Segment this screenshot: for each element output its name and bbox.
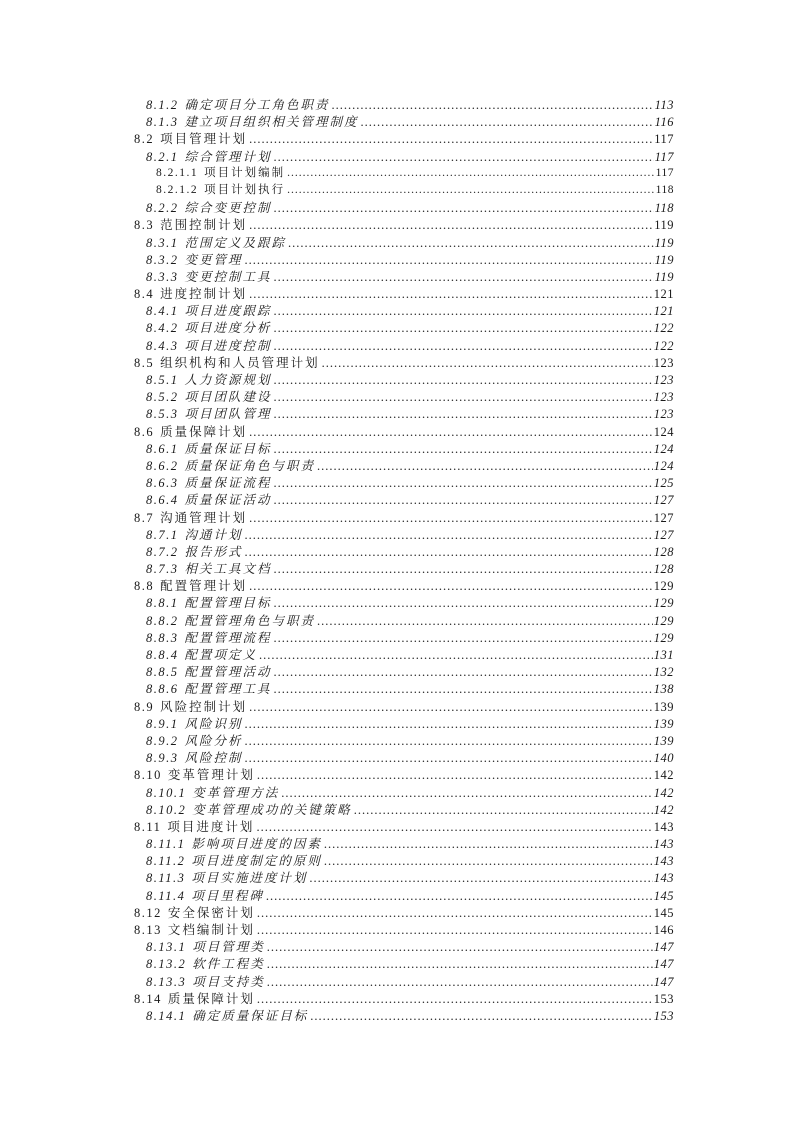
toc-entry[interactable] <box>134 233 674 250</box>
toc-entry[interactable] <box>134 697 674 714</box>
entry-page: 117 <box>655 166 674 179</box>
entry-page: 146 <box>653 923 674 937</box>
toc-entry[interactable] <box>134 576 674 593</box>
entry-title: 风险分析 <box>184 733 243 748</box>
toc-entry[interactable] <box>134 508 674 525</box>
dot-leader <box>274 682 653 697</box>
entry-title: 项目计划编制 <box>204 166 286 179</box>
toc-entry[interactable] <box>134 490 674 507</box>
toc-entry[interactable] <box>134 920 674 937</box>
dot-leader <box>274 596 653 611</box>
toc-entry[interactable] <box>134 181 674 198</box>
entry-page: 153 <box>653 1008 674 1023</box>
entry-title: 风险控制 <box>184 751 243 766</box>
toc-entry[interactable] <box>134 679 674 696</box>
dot-leader <box>259 648 653 663</box>
toc-entry[interactable] <box>134 817 674 834</box>
entry-number: 8.3.3 <box>146 269 179 284</box>
entry-page: 132 <box>653 665 674 680</box>
dot-leader <box>309 871 652 886</box>
toc-entry[interactable] <box>134 439 674 456</box>
entry-number: 8.13.2 <box>146 957 187 972</box>
entry-title: 变更管理 <box>184 252 243 267</box>
toc-entry[interactable] <box>134 972 674 989</box>
entry-title: 范围定义及跟踪 <box>184 235 287 250</box>
entry-title: 项目进度分析 <box>184 321 272 336</box>
entry-number: 8.7.1 <box>146 527 179 542</box>
entry-number: 8.4.2 <box>146 321 179 336</box>
dot-leader <box>267 940 653 955</box>
entry-page: 124 <box>653 424 674 439</box>
dot-leader <box>274 665 653 680</box>
entry-number: 8.4 <box>134 287 155 302</box>
entry-title: 质量保证目标 <box>184 441 272 456</box>
toc-entry[interactable] <box>134 903 674 920</box>
toc-entry[interactable] <box>134 937 674 954</box>
dot-leader <box>245 545 653 560</box>
entry-number: 8.10.1 <box>146 785 187 800</box>
entry-number: 8.7.2 <box>146 544 179 559</box>
entry-number: 8.8.4 <box>146 648 179 662</box>
entry-page: 123 <box>653 373 674 387</box>
entry-title: 项目团队管理 <box>184 407 272 422</box>
dot-leader <box>281 786 652 801</box>
entry-title: 确定质量保证目标 <box>192 1008 309 1023</box>
entry-title: 风险控制计划 <box>160 699 248 714</box>
toc-entry[interactable] <box>134 800 674 817</box>
entry-number: 8.7 <box>134 510 155 525</box>
entry-number: 8.6.4 <box>146 493 179 508</box>
dot-leader <box>257 923 653 938</box>
toc-entry[interactable] <box>134 353 674 370</box>
dot-leader <box>249 132 653 147</box>
entry-page: 119 <box>654 218 674 233</box>
dot-leader <box>274 321 653 336</box>
entry-page: 145 <box>653 888 674 903</box>
toc-entry[interactable] <box>134 748 674 765</box>
dot-leader <box>354 803 653 818</box>
entry-page: 124 <box>653 458 674 473</box>
toc-entry[interactable] <box>134 473 674 490</box>
dot-leader <box>361 115 654 130</box>
entry-page: 145 <box>653 905 674 920</box>
entry-number: 8.8.2 <box>146 613 179 628</box>
toc-entry[interactable] <box>134 662 674 679</box>
entry-number: 8.2.1.1 <box>156 166 199 179</box>
entry-title: 项目支持类 <box>192 974 265 989</box>
entry-title: 文档编制计划 <box>167 923 255 937</box>
entry-number: 8.2 <box>134 132 155 147</box>
entry-number: 8.8.1 <box>146 596 179 611</box>
toc-entry[interactable] <box>134 731 674 748</box>
entry-page: 119 <box>654 269 674 284</box>
dot-leader <box>256 820 652 835</box>
entry-page: 118 <box>654 201 674 216</box>
entry-number: 8.2.2 <box>146 201 179 216</box>
entry-number: 8.9.3 <box>146 751 179 766</box>
toc-entry[interactable] <box>134 645 674 662</box>
dot-leader <box>274 373 653 388</box>
entry-page: 139 <box>653 699 674 714</box>
entry-page: 117 <box>654 149 674 164</box>
dot-leader <box>288 236 654 251</box>
entry-number: 8.6.3 <box>146 476 179 491</box>
entry-title: 变革管理计划 <box>167 768 255 783</box>
entry-page: 127 <box>653 527 674 542</box>
toc-entry[interactable] <box>134 198 674 215</box>
entry-page: 147 <box>653 957 674 972</box>
toc-entry[interactable] <box>134 215 674 232</box>
entry-number: 8.11 <box>134 819 162 834</box>
entry-page: 147 <box>653 940 674 955</box>
entry-title: 沟通管理计划 <box>160 510 248 525</box>
entry-title: 报告形式 <box>184 544 243 559</box>
dot-leader <box>249 579 653 594</box>
toc-entry[interactable] <box>134 95 674 112</box>
entry-title: 相关工具文档 <box>184 562 272 577</box>
dot-leader <box>267 957 653 972</box>
entry-title: 变革管理方法 <box>192 785 280 800</box>
entry-page: 142 <box>653 785 674 800</box>
entry-title: 质量保障计划 <box>167 991 255 1006</box>
entry-number: 8.12 <box>134 905 162 920</box>
dot-leader <box>324 854 653 869</box>
toc-list <box>134 95 674 1023</box>
entry-page: 143 <box>653 837 674 852</box>
entry-title: 确定项目分工角色职责 <box>184 98 330 112</box>
entry-title: 项目管理计划 <box>160 132 248 147</box>
entry-number: 8.4.3 <box>146 338 179 353</box>
entry-title: 质量保证角色与职责 <box>184 458 316 473</box>
entry-title: 质量保障计划 <box>160 424 248 439</box>
entry-page: 127 <box>653 493 674 508</box>
dot-leader <box>245 734 653 749</box>
entry-page: 129 <box>653 579 674 594</box>
entry-number: 8.5.2 <box>146 390 179 405</box>
toc-entry[interactable] <box>134 559 674 576</box>
entry-page: 142 <box>653 802 674 817</box>
entry-number: 8.9.2 <box>146 733 179 748</box>
entry-title: 沟通计划 <box>184 527 243 542</box>
dot-leader <box>324 837 653 852</box>
toc-entry[interactable] <box>134 422 674 439</box>
entry-title: 项目进度控制 <box>184 338 272 353</box>
toc-entry[interactable] <box>134 834 674 851</box>
entry-number: 8.2.1 <box>146 149 179 164</box>
toc-entry[interactable] <box>134 868 674 885</box>
dot-leader <box>274 270 654 285</box>
entry-number: 8.9 <box>134 699 155 714</box>
entry-title: 配置管理工具 <box>184 682 272 697</box>
entry-number: 8.3.2 <box>146 252 179 267</box>
dot-leader <box>257 992 653 1007</box>
entry-number: 8.11.4 <box>146 888 186 903</box>
dot-leader <box>274 407 653 422</box>
entry-number: 8.14.1 <box>146 1008 187 1023</box>
entry-number: 8.10 <box>134 768 162 783</box>
entry-title: 配置管理角色与职责 <box>184 613 316 628</box>
entry-page: 131 <box>653 648 674 662</box>
entry-title: 安全保密计划 <box>167 905 255 920</box>
toc-entry[interactable] <box>134 954 674 971</box>
toc-entry[interactable] <box>134 628 674 645</box>
entry-page: 128 <box>653 544 674 559</box>
dot-leader <box>274 562 653 577</box>
dot-leader <box>274 390 653 405</box>
entry-number: 8.13 <box>134 923 162 937</box>
dot-leader <box>317 459 653 474</box>
dot-leader <box>274 476 653 491</box>
entry-title: 项目管理类 <box>192 940 265 955</box>
toc-entry[interactable] <box>134 301 674 318</box>
dot-leader <box>245 528 653 543</box>
entry-number: 8.6 <box>134 424 155 439</box>
entry-number: 8.7.3 <box>146 562 179 577</box>
entry-page: 121 <box>653 304 674 319</box>
entry-number: 8.8.5 <box>146 665 179 680</box>
toc-entry[interactable] <box>134 370 674 387</box>
entry-number: 8.3 <box>134 218 155 233</box>
dot-leader <box>274 304 653 319</box>
toc-entry[interactable] <box>134 1006 674 1023</box>
dot-leader <box>274 150 654 165</box>
toc-entry[interactable] <box>134 164 674 181</box>
dot-leader <box>249 287 653 302</box>
entry-page: 138 <box>653 682 674 697</box>
entry-number: 8.11.2 <box>146 854 186 869</box>
entry-title: 项目团队建设 <box>184 390 272 405</box>
entry-title: 项目计划执行 <box>204 183 286 196</box>
entry-number: 8.8 <box>134 579 155 594</box>
entry-page: 153 <box>653 991 674 1006</box>
entry-number: 8.13.3 <box>146 974 187 989</box>
dot-leader <box>274 442 653 457</box>
entry-page: 129 <box>653 596 674 611</box>
toc-entry[interactable] <box>134 147 674 164</box>
dot-leader <box>274 201 654 216</box>
entry-title: 配置管理活动 <box>184 665 272 680</box>
toc-entry[interactable] <box>134 714 674 731</box>
entry-title: 进度控制计划 <box>160 287 248 302</box>
entry-number: 8.1.2 <box>146 98 179 112</box>
dot-leader <box>322 356 653 371</box>
dot-leader <box>287 184 655 196</box>
entry-page: 117 <box>654 132 674 147</box>
entry-page: 129 <box>653 613 674 628</box>
dot-leader <box>245 751 653 766</box>
toc-entry[interactable] <box>134 525 674 542</box>
dot-leader <box>257 768 653 783</box>
dot-leader <box>317 614 653 629</box>
dot-leader <box>274 631 653 646</box>
entry-page: 125 <box>653 476 674 491</box>
toc-entry[interactable] <box>134 851 674 868</box>
toc-entry[interactable] <box>134 404 674 421</box>
entry-title: 综合变更控制 <box>184 201 272 216</box>
entry-title: 项目进度制定的原则 <box>191 854 322 869</box>
entry-page: 142 <box>653 768 674 783</box>
entry-page: 122 <box>653 338 674 353</box>
toc-entry[interactable] <box>134 250 674 267</box>
entry-page: 113 <box>654 98 674 112</box>
dot-leader <box>274 339 653 354</box>
entry-number: 8.10.2 <box>146 802 187 817</box>
entry-number: 8.5 <box>134 355 155 370</box>
entry-page: 140 <box>653 751 674 766</box>
entry-number: 8.6.2 <box>146 458 179 473</box>
entry-title: 项目进度计划 <box>167 819 255 834</box>
entry-number: 8.5.1 <box>146 373 179 387</box>
dot-leader <box>267 975 653 990</box>
dot-leader <box>332 98 654 113</box>
entry-page: 121 <box>653 287 674 302</box>
entry-title: 组织机构和人员管理计划 <box>160 355 320 370</box>
toc-entry[interactable] <box>134 387 674 404</box>
entry-title: 质量保证流程 <box>184 476 272 491</box>
entry-number: 8.8.6 <box>146 682 179 697</box>
entry-page: 147 <box>653 974 674 989</box>
entry-page: 119 <box>654 252 674 267</box>
dot-leader <box>274 493 653 508</box>
dot-leader <box>245 717 653 732</box>
entry-number: 8.2.1.2 <box>156 183 199 196</box>
dot-leader <box>249 511 653 526</box>
entry-title: 配置管理目标 <box>184 596 272 611</box>
dot-leader <box>257 906 653 921</box>
toc-entry[interactable] <box>134 318 674 335</box>
entry-title: 范围控制计划 <box>160 218 248 233</box>
entry-number: 8.4.1 <box>146 304 179 319</box>
toc-entry[interactable] <box>134 783 674 800</box>
entry-number: 8.13.1 <box>146 940 187 955</box>
toc-entry[interactable] <box>134 593 674 610</box>
entry-page: 127 <box>653 510 674 525</box>
entry-title: 项目里程碑 <box>191 888 264 903</box>
toc-entry[interactable] <box>134 284 674 301</box>
dot-leader <box>249 218 653 233</box>
entry-page: 123 <box>653 390 674 405</box>
toc-entry[interactable] <box>134 336 674 353</box>
dot-leader <box>266 889 653 904</box>
entry-number: 8.11.1 <box>146 837 186 852</box>
entry-page: 139 <box>653 716 674 731</box>
entry-number: 8.6.1 <box>146 441 179 456</box>
entry-page: 123 <box>653 355 674 370</box>
entry-title: 建立项目组织相关管理制度 <box>184 115 359 130</box>
toc-entry[interactable] <box>134 542 674 559</box>
dot-leader <box>245 253 654 268</box>
entry-page: 124 <box>653 441 674 456</box>
entry-page: 116 <box>654 115 674 130</box>
entry-page: 139 <box>653 733 674 748</box>
entry-page: 143 <box>653 854 674 869</box>
entry-page: 143 <box>653 819 674 834</box>
dot-leader <box>249 425 653 440</box>
dot-leader <box>287 167 655 179</box>
toc-entry[interactable] <box>134 886 674 903</box>
entry-page: 129 <box>653 630 674 645</box>
entry-title: 变革管理成功的关键策略 <box>192 802 352 817</box>
entry-number: 8.5.3 <box>146 407 179 422</box>
entry-title: 风险识别 <box>184 716 243 731</box>
toc-entry[interactable] <box>134 611 674 628</box>
entry-page: 143 <box>653 871 674 886</box>
entry-title: 配置管理计划 <box>160 579 248 594</box>
entry-page: 118 <box>655 183 674 196</box>
entry-title: 配置项定义 <box>184 648 258 662</box>
toc-entry[interactable] <box>134 267 674 284</box>
entry-number: 8.14 <box>134 991 162 1006</box>
entry-title: 项目实施进度计划 <box>191 871 308 886</box>
entry-number: 8.9.1 <box>146 716 179 731</box>
entry-number: 8.11.3 <box>146 871 186 886</box>
entry-title: 综合管理计划 <box>184 149 272 164</box>
toc-entry[interactable] <box>134 989 674 1006</box>
dot-leader <box>310 1009 652 1024</box>
entry-title: 人力资源规划 <box>184 373 272 387</box>
entry-number: 8.1.3 <box>146 115 179 130</box>
entry-title: 项目进度跟踪 <box>184 304 272 319</box>
entry-title: 配置管理流程 <box>184 630 272 645</box>
toc-entry[interactable] <box>134 456 674 473</box>
toc-entry[interactable] <box>134 129 674 146</box>
entry-page: 122 <box>653 321 674 336</box>
entry-title: 变更控制工具 <box>184 269 272 284</box>
entry-title: 软件工程类 <box>192 957 265 972</box>
entry-title: 质量保证活动 <box>184 493 272 508</box>
entry-page: 119 <box>654 235 674 250</box>
entry-number: 8.3.1 <box>146 235 179 250</box>
entry-page: 123 <box>653 407 674 422</box>
entry-title: 影响项目进度的因素 <box>191 837 322 852</box>
toc-entry[interactable] <box>134 112 674 129</box>
entry-number: 8.8.3 <box>146 630 179 645</box>
dot-leader <box>249 700 653 715</box>
toc-entry[interactable] <box>134 765 674 782</box>
entry-page: 128 <box>653 562 674 577</box>
